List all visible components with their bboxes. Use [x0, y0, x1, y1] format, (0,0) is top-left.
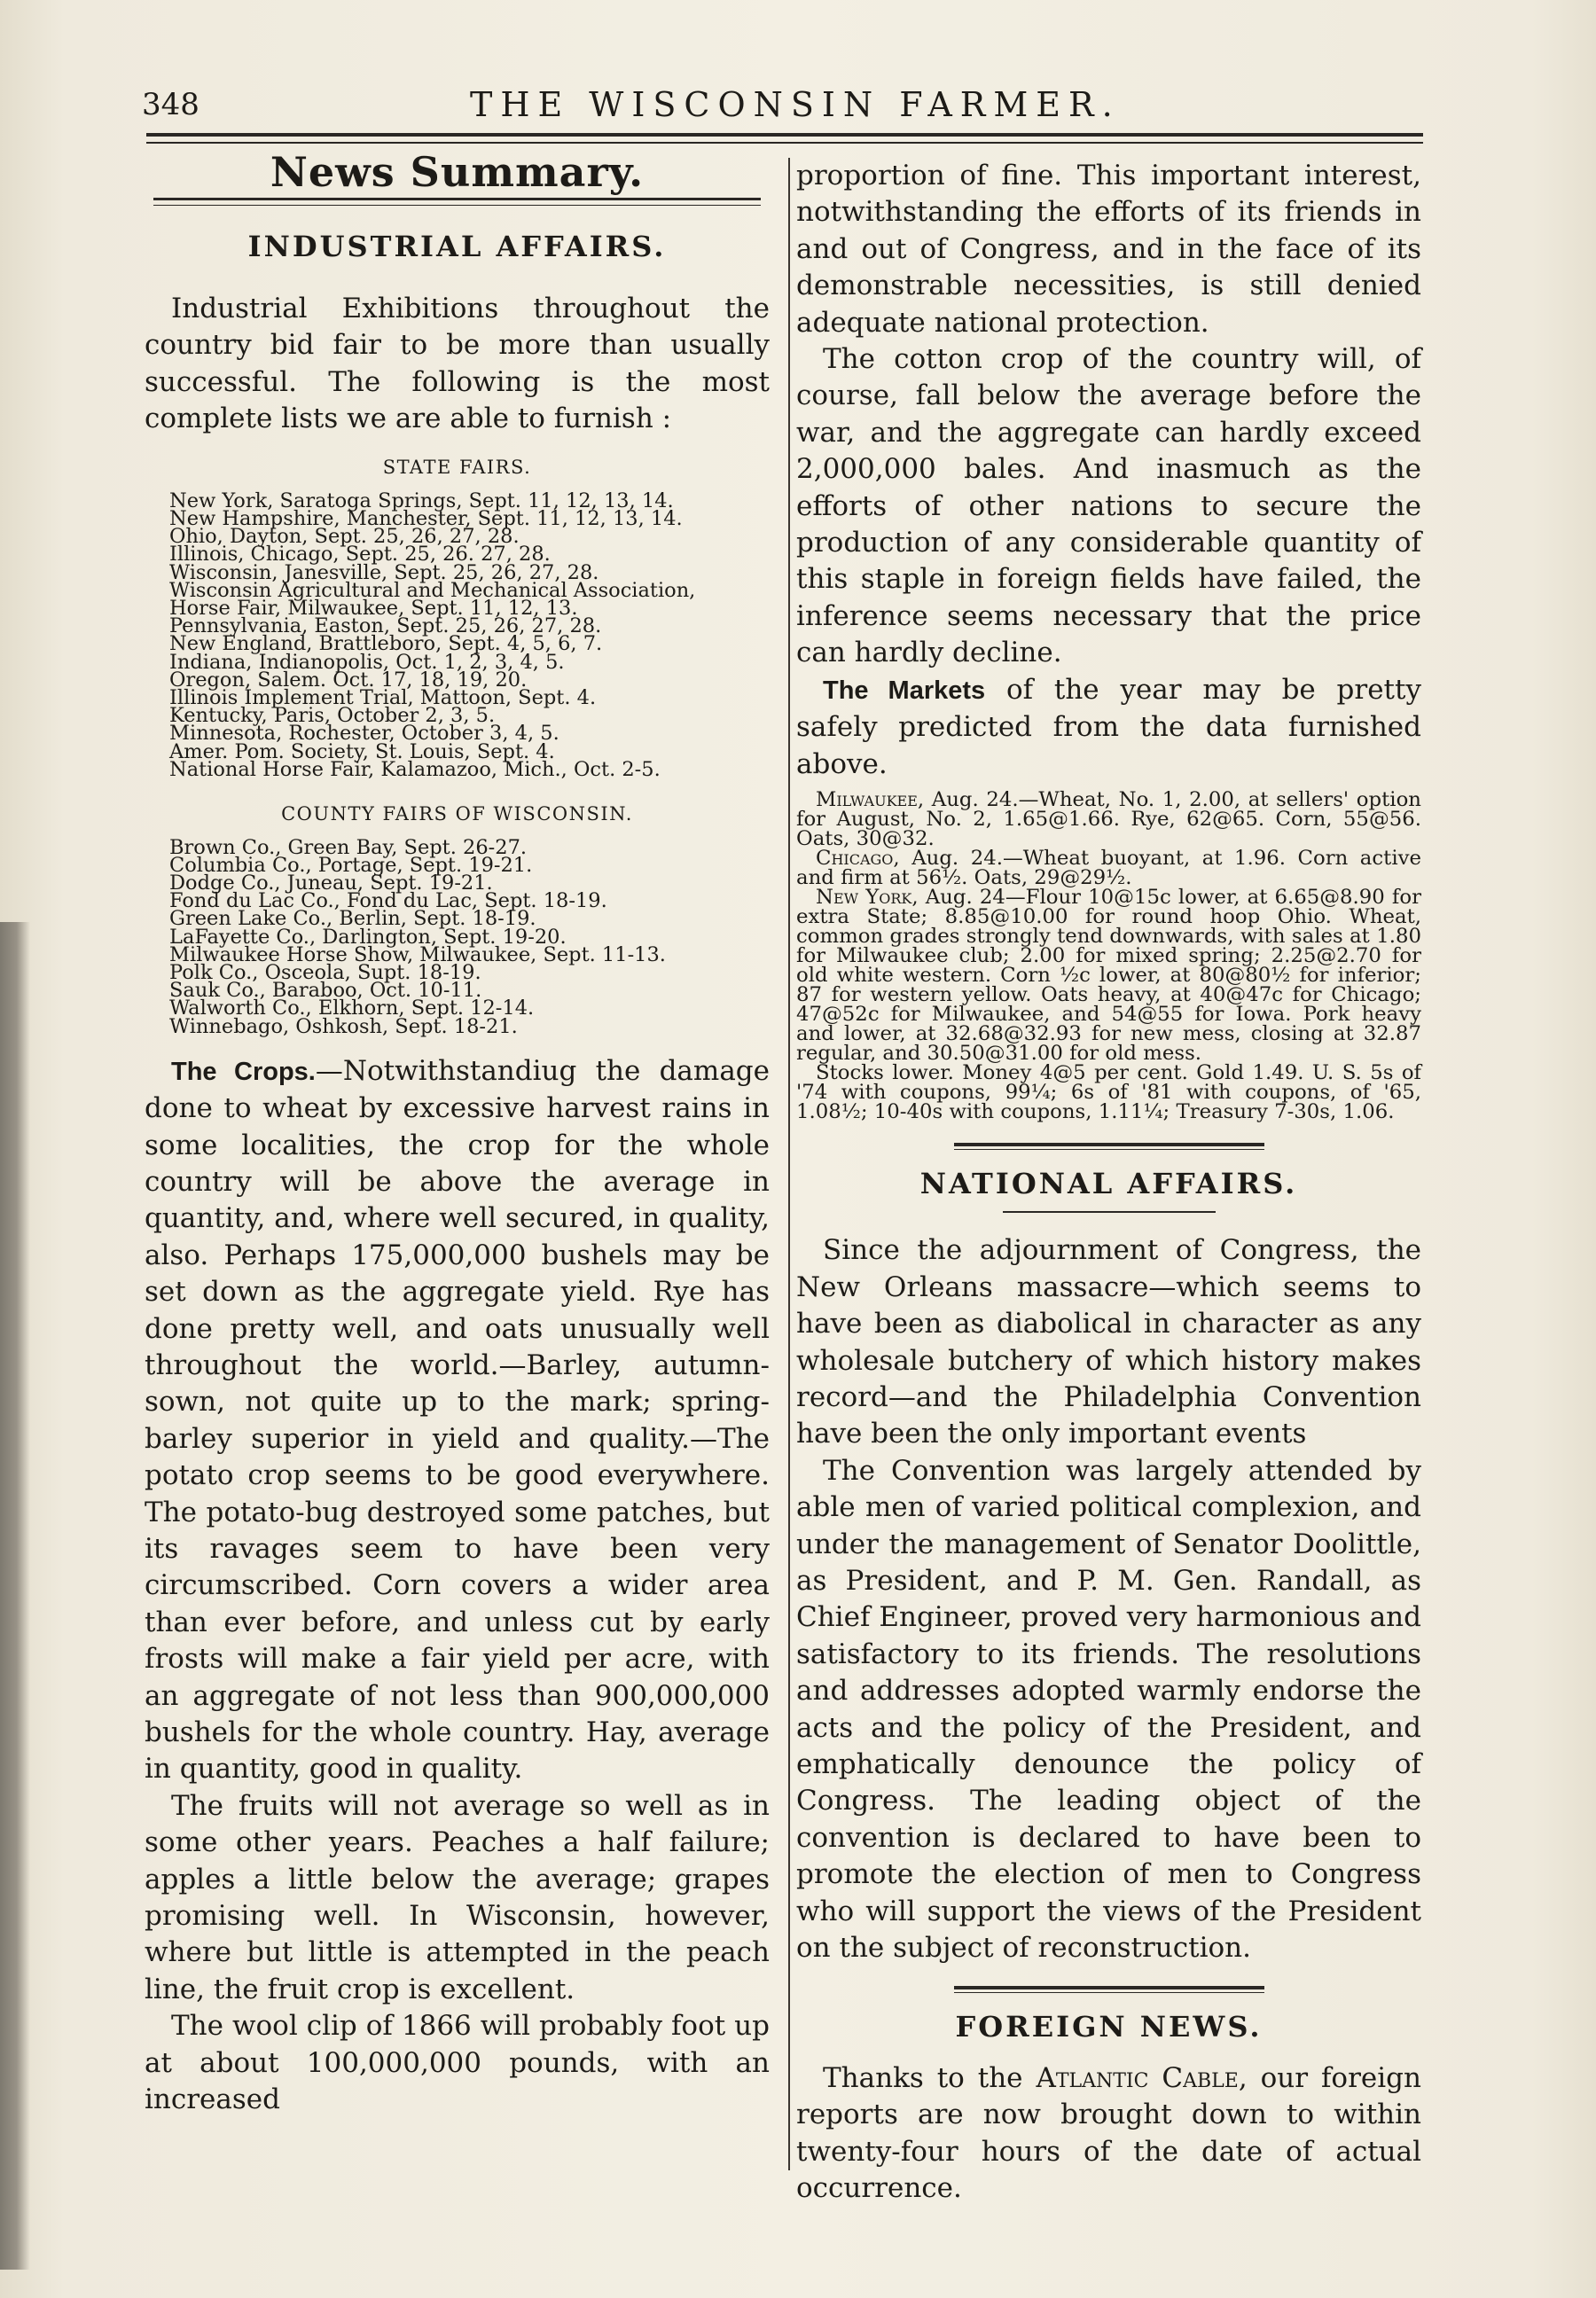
- list-item: New York, Saratoga Springs, Sept. 11, 12, 13, 14.: [169, 489, 674, 512]
- column-divider: [788, 158, 790, 2170]
- chicago-text: , Aug. 24.—Wheat buoyant, at 1.96. Corn active and firm at 56½. Oats, 29@29½.: [796, 846, 1421, 889]
- markets-lead: The Markets: [823, 676, 986, 705]
- wool-paragraph: The wool clip of 1866 will probably foot up at about 100,000,000 pounds, with an increased: [145, 2010, 770, 2116]
- markets-text: of the year may be pretty safely predicted from the data furnished above.: [796, 673, 1421, 780]
- list-item: Indiana, Indianopolis, Oct. 1, 2, 3, 4, 5.: [169, 650, 565, 674]
- fruits-paragraph: The fruits will not average so well as in some other years. Peaches a half failure; apples a little below the average; grapes promising well. In Wisconsin, however, where but little is attempted in the peach line, the fruit crop is excellent.: [145, 1789, 770, 2005]
- newyork-report: [796, 887, 1421, 1063]
- list-item: Polk Co., Osceola, Supt. 18-19.: [169, 960, 481, 984]
- foreign-post: , our foreign reports are now brought down to within twenty-four hours of the date of actual occurrence.: [796, 2061, 1421, 2205]
- list-item: Ohio, Dayton, Sept. 25, 26, 27, 28.: [169, 525, 520, 549]
- header-rule-thin: [146, 142, 1423, 144]
- foreign-paragraph: [796, 2060, 1421, 2208]
- list-item: New Hampshire, Manchester, Sept. 11, 12, 13, 14.: [169, 507, 683, 531]
- foreign-news-heading: FOREIGN NEWS.: [955, 2010, 1263, 2044]
- national-affairs-heading: NATIONAL AFFAIRS.: [919, 1166, 1298, 1200]
- milwaukee-city: Milwaukee: [816, 787, 918, 811]
- list-item: Pennsylvania, Easton, Sept. 25, 26, 27, 28.: [169, 614, 602, 638]
- section-rule: [954, 1143, 1264, 1150]
- header-rule: [146, 133, 1423, 137]
- national-paragraph-1: Since the adjournment of Congress, the New Orleans massacre—which seems to have been as diabolical in character as any wholesale butchery of which history makes record—and the Philadelphia Convention have been the only important events: [796, 1234, 1421, 1450]
- industrial-affairs-heading: INDUSTRIAL AFFAIRS.: [247, 230, 667, 264]
- list-item: Fond du Lac Co., Fond du Lac, Sept. 18-19.: [169, 889, 607, 913]
- list-item: Brown Co., Green Bay, Sept. 26-27.: [169, 835, 528, 859]
- national-paragraph-2: The Convention was largely attended by able men of varied political complexion, and under the management of Senator Doolittle, as President, and P. M. Gen. Randall, as Chief Engineer, proved very harmonious and satisfactory to its friends. The resolutions and addresses adopted warmly endorse the acts and the policy of the President, and emphatically denounce the policy of Congress. The leading object of the convention is declared to have been to promote the election of men to Congress who will support the views of the President on the subject of reconstruction.: [796, 1454, 1421, 1965]
- masthead-rule: [153, 198, 761, 206]
- list-item: Illinois Implement Trial, Mattoon, Sept. 4.: [169, 686, 597, 710]
- crops-paragraph: [145, 1053, 770, 1788]
- list-item: Sauk Co., Baraboo, Oct. 10-11.: [169, 979, 482, 1003]
- list-item: Winnebago, Oshkosh, Sept. 18-21.: [169, 1014, 518, 1038]
- binding-shadow: [0, 922, 30, 2270]
- list-item: Amer. Pom. Society, St. Louis, Sept. 4.: [169, 739, 555, 763]
- list-item: National Horse Fair, Kalamazoo, Mich., Oct. 2-5.: [169, 757, 661, 781]
- newyork-text: , Aug. 24—Flour 10@15c lower, at 6.65@8.90 for extra State; 8.85@10.00 for round hoop Ohio. Wheat, common grades strongly tend downwards, with sales at 1.80 for Milwaukee club; 2.00 for mixed spring; 2.25@2.70 for old white western. Corn ½c lower, at 80@80½ for inferior; 87 for western yellow. Oats heavy, at 40@47c for Chicago; 47@52c for Milwaukee, and 54@55 for Iowa. Pork heavy and lower, at 32.68@32.93 for new mess, closing at 32.87 regular, and 30.50@31.00 for old mess.: [796, 885, 1421, 1065]
- list-item: Dodge Co., Juneau, Sept. 19-21.: [169, 871, 493, 895]
- industrial-intro: Industrial Exhibitions throughout the country bid fair to be more than usually successful. The following is the most complete lists we are able to furnish :: [145, 292, 770, 435]
- list-item: Wisconsin Agricultural and Mechanical Association,: [169, 578, 696, 602]
- state-fairs-list: [169, 489, 770, 781]
- list-item: LaFayette Co., Darlington, Sept. 19-20.: [169, 925, 567, 949]
- stocks-report: Stocks lower. Money 4@5 per cent. Gold 1.49. U. S. 5s of '74 with coupons, 99¼; 6s of '81 with coupons, of '65, 1.08½; 10-40s with coupons, 1.11¼; Treasury 7-30s, 1.06.: [796, 1060, 1421, 1123]
- county-fairs-heading: COUNTY FAIRS OF WISCONSIN.: [281, 803, 633, 825]
- list-item: Horse Fair, Milwaukee, Sept. 11, 12, 13.: [169, 597, 578, 621]
- section-rule: [954, 1986, 1264, 1993]
- newyork-city: New York: [816, 885, 912, 909]
- list-item: Wisconsin, Janesville, Sept. 25, 26, 27, 28.: [169, 560, 599, 584]
- masthead-title: News Summary.: [270, 148, 645, 196]
- running-head: THE WISCONSIN FARMER.: [470, 85, 1121, 124]
- page-number: 348: [142, 87, 200, 122]
- right-column: [796, 158, 1421, 2207]
- foreign-pre: Thanks to the: [823, 2061, 1037, 2094]
- chicago-report: [796, 848, 1421, 887]
- atlantic-cable: Atlantic Cable: [1036, 2061, 1239, 2094]
- list-item: Kentucky, Paris, October 2, 3, 5.: [169, 704, 496, 728]
- page-header: [142, 82, 1428, 126]
- crops-lead: The Crops.: [171, 1057, 316, 1086]
- list-item: Illinois, Chicago, Sept. 25, 26. 27, 28.: [169, 543, 551, 567]
- list-item: New England, Brattleboro, Sept. 4, 5, 6, 7.: [169, 632, 603, 656]
- list-item: Oregon, Salem. Oct. 17, 18, 19, 20.: [169, 668, 528, 692]
- milwaukee-report: [796, 787, 1421, 850]
- heading-underline: [1003, 1211, 1216, 1213]
- crops-text: —Notwithstandiug the damage done to wheat by excessive harvest rains in some localities, the crop for the whole country will be above the average in quantity, and, where well secured, in quality, also. Perhaps 175,000,000 bushels may be set down as the aggregate yield. Rye has done pretty well, and oats unusually well throughout the world.—Barley, autumn-sown, not quite up to the mark; spring-barley superior in yield and quality.—The potato crop seems to be good everywhere. The potato-bug destroyed some patches, but its ravages seem to have been very circumscribed. Corn covers a wider area than ever before, and unless cut by early frosts will make a fair yield per acre, with an aggregate of not less than 900,000,000 bushels for the whole country. Hay, average in quantity, good in quality.: [145, 1054, 770, 1786]
- list-item: Columbia Co., Portage, Sept. 19-21.: [169, 853, 533, 877]
- chicago-city: Chicago: [816, 846, 894, 870]
- county-fairs-list: [169, 835, 770, 1038]
- milwaukee-text: , Aug. 24.—Wheat, No. 1, 2.00, at sellers' option for August, No. 2, 1.65@1.66. Rye, 62@65. Corn, 55@56. Oats, 30@32.: [796, 787, 1421, 850]
- list-item: Walworth Co., Elkhorn, Sept. 12-14.: [169, 997, 535, 1020]
- market-reports: [796, 787, 1421, 1123]
- state-fairs-heading: STATE FAIRS.: [382, 457, 532, 479]
- list-item: Milwaukee Horse Show, Milwaukee, Sept. 11-13.: [169, 942, 666, 966]
- cotton-paragraph: The cotton crop of the country will, of course, fall below the average before the war, and the aggregate can hardly exceed 2,000,000 bales. And inasmuch as the efforts of other nations to secure the production of any considerable quantity of this staple in foreign fields have failed, the inference seems necessary that the price can hardly decline.: [796, 343, 1421, 669]
- wool-continued: proportion of fine. This important interest, notwithstanding the efforts of its friends in and out of Congress, and in the face of its demonstrable necessities, is still denied adequate national protection.: [796, 160, 1421, 339]
- list-item: Minnesota, Rochester, October 3, 4, 5.: [169, 722, 559, 746]
- list-item: Green Lake Co., Berlin, Sept. 18-19.: [169, 907, 536, 931]
- markets-paragraph: [796, 672, 1421, 783]
- left-column: [145, 148, 770, 2119]
